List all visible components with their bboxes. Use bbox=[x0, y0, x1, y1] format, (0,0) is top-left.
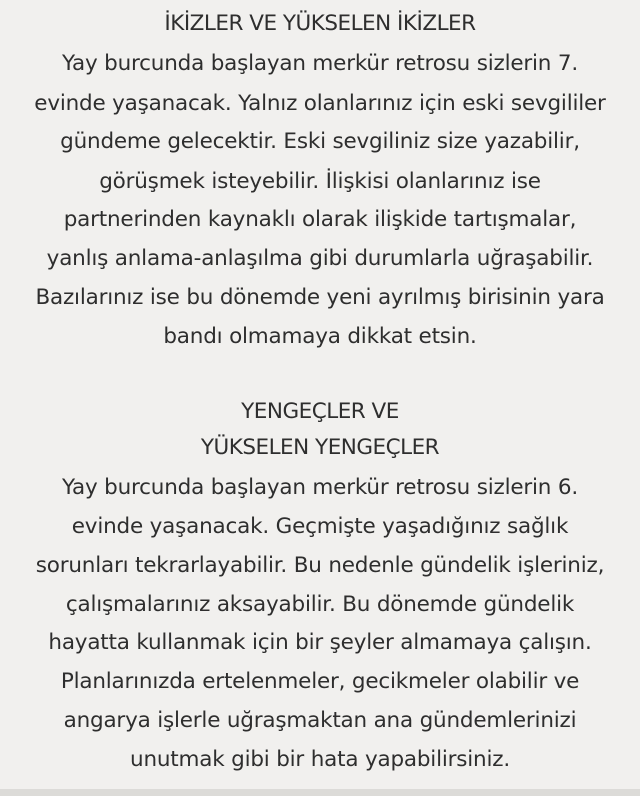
paragraph-line: Yay burcunda başlayan merkür retrosu sizlerin 7. bbox=[62, 51, 578, 76]
paragraph-line: evinde yaşanacak. Geçmişte yaşadığınız sağlık bbox=[71, 514, 569, 539]
paragraph-line: Yay burcunda başlayan merkür retrosu sizlerin 6. bbox=[62, 475, 578, 500]
paragraph-line: yanlış anlama-anlaşılma gibi durumlarla uğraşabilir. bbox=[46, 246, 594, 271]
paragraph-line: sorunları tekrarlayabilir. Bu nedenle gündelik işleriniz, bbox=[35, 553, 605, 578]
section-heading-cancer-line2: YÜKSELEN YENGEÇLER bbox=[200, 435, 440, 460]
paragraph-line: evinde yaşanacak. Yalnız olanlarınız için eski sevgililer bbox=[34, 91, 606, 116]
section-heading-cancer-line1: YENGEÇLER VE bbox=[241, 399, 399, 424]
paragraph-line: hayatta kullanmak için bir şeyler almamaya çalışın. bbox=[48, 630, 592, 655]
bottom-divider bbox=[0, 789, 640, 796]
paragraph-line: görüşmek isteyebilir. İlişkisi olanlarınız ise bbox=[99, 169, 541, 194]
paragraph-line: angarya işlerle uğraşmaktan ana gündemlerinizi bbox=[63, 708, 577, 733]
paragraph-line: unutmak gibi bir hata yapabilirsiniz. bbox=[130, 747, 510, 772]
paragraph-line: çalışmalarınız aksayabilir. Bu dönemde gündelik bbox=[65, 592, 575, 617]
paragraph-line: partnerinden kaynaklı olarak ilişkide tartışmalar, bbox=[63, 207, 577, 232]
paragraph-line: Planlarınızda ertelenmeler, gecikmeler olabilir ve bbox=[60, 669, 580, 694]
paragraph-line: bandı olmamaya dikkat etsin. bbox=[163, 324, 477, 349]
paragraph-line: gündeme gelecektir. Eski sevgiliniz size yazabilir, bbox=[60, 129, 580, 154]
paragraph-line: Bazılarınız ise bu dönemde yeni ayrılmış birisinin yara bbox=[35, 285, 605, 310]
section-heading-gemini: İKİZLER VE YÜKSELEN İKİZLER bbox=[164, 11, 476, 36]
